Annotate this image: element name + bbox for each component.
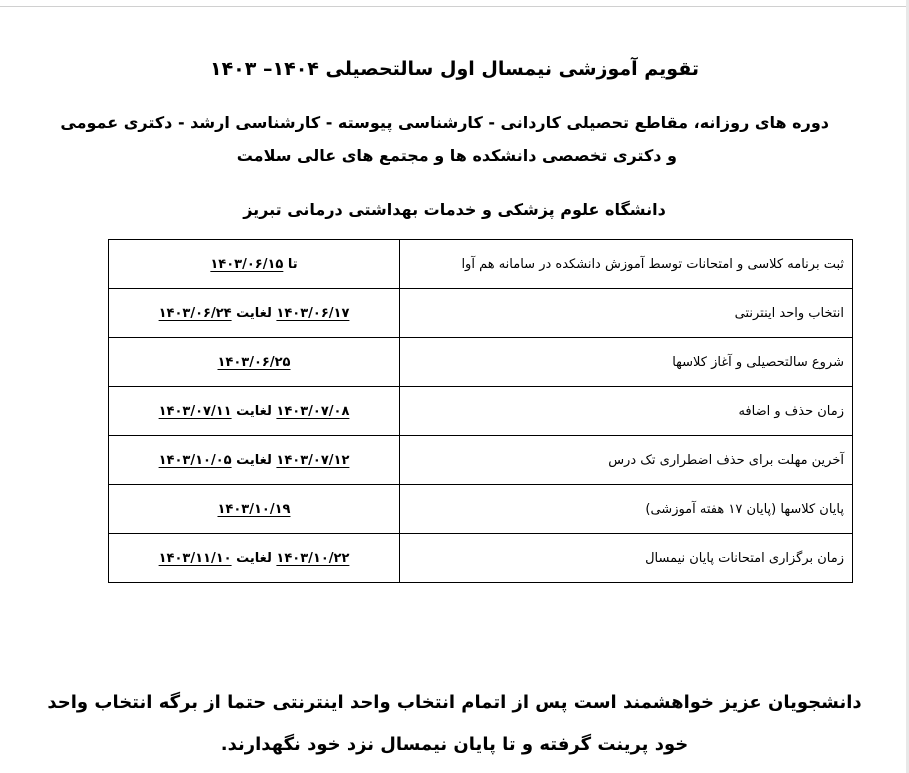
date-connector: لغایت <box>236 452 272 468</box>
footer-note-line-2: خود پرینت گرفته و تا پایان نیمسال نزد خود نگهدارند. <box>220 734 689 755</box>
university-name: دانشگاه علوم پزشکی و خدمات بهداشتی درمانی تبریز <box>243 200 666 219</box>
academic-calendar-table <box>108 239 853 583</box>
calendar-date-range <box>109 289 400 338</box>
date-connector: لغایت <box>236 550 272 566</box>
calendar-row <box>109 289 853 338</box>
calendar-date-range <box>109 338 400 387</box>
subtitle-line-1: دوره های روزانه، مقاطع تحصیلی کاردانی - کارشناسی پیوسته - کارشناسی ارشد - دکتری عمومی <box>60 113 829 132</box>
calendar-event: آخرین مهلت برای حذف اضطراری تک درس <box>400 436 853 485</box>
top-divider <box>0 6 909 7</box>
date-to: ۱۴۰۳/۱۱/۱۰ <box>158 550 232 566</box>
calendar-date-range <box>109 534 400 583</box>
calendar-event: زمان برگزاری امتحانات پایان نیمسال <box>400 534 853 583</box>
calendar-row <box>109 338 853 387</box>
date-from: ۱۴۰۳/۰۷/۰۸ <box>276 403 350 419</box>
calendar-date-range <box>109 240 400 289</box>
calendar-row <box>109 485 853 534</box>
calendar-event: زمان حذف و اضافه <box>400 387 853 436</box>
date-from: ۱۴۰۳/۱۰/۲۲ <box>276 550 350 566</box>
calendar-date-range <box>109 436 400 485</box>
calendar-date-range <box>109 485 400 534</box>
calendar-event: پایان کلاسها (پایان ۱۷ هفته آموزشی) <box>400 485 853 534</box>
date-from: ۱۴۰۳/۱۰/۱۹ <box>217 501 291 517</box>
date-from: ۱۴۰۳/۰۶/۱۷ <box>276 305 350 321</box>
date-connector: تا <box>287 256 298 272</box>
calendar-row <box>109 534 853 583</box>
date-connector: لغایت <box>236 305 272 321</box>
calendar-event: ثبت برنامه کلاسی و امتحانات توسط آموزش دانشکده در سامانه هم آوا <box>400 240 853 289</box>
calendar-event: شروع سالتحصیلی و آغاز کلاسها <box>400 338 853 387</box>
footer-note-line-1: دانشجویان عزیز خواهشمند است پس از اتمام انتخاب واحد اینترنتی حتما از برگه انتخاب واحد <box>47 692 862 713</box>
date-to: ۱۴۰۳/۰۶/۱۵ <box>210 256 284 272</box>
calendar-event: انتخاب واحد اینترنتی <box>400 289 853 338</box>
calendar-date-range <box>109 387 400 436</box>
subtitle-line-2: و دکتری تخصصی دانشکده ها و مجتمع های عالی سلامت <box>236 146 677 165</box>
calendar-row <box>109 387 853 436</box>
date-from: ۱۴۰۳/۰۶/۲۵ <box>217 354 291 370</box>
date-to: ۱۴۰۳/۰۷/۱۱ <box>158 403 232 419</box>
date-from: ۱۴۰۳/۰۷/۱۲ <box>276 452 350 468</box>
calendar-row <box>109 240 853 289</box>
date-to: ۱۴۰۳/۱۰/۰۵ <box>158 452 232 468</box>
date-connector: لغایت <box>236 403 272 419</box>
calendar-row <box>109 436 853 485</box>
document-title: تقویم آموزشی نیمسال اول سالتحصیلی ۱۴۰۴– ۱۴۰۳ <box>209 58 700 80</box>
date-to: ۱۴۰۳/۰۶/۲۴ <box>158 305 232 321</box>
